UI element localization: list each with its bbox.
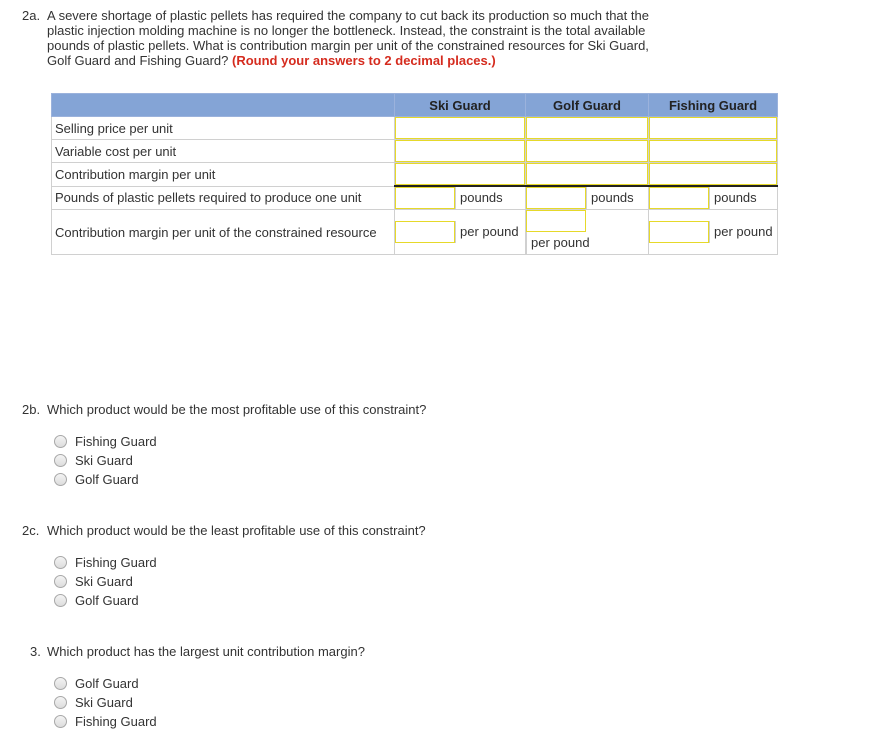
table-row [52, 163, 778, 187]
radio-button[interactable] [54, 715, 67, 728]
radio-option-2c-fishing-guard[interactable] [54, 553, 157, 572]
header-blank-cell [52, 94, 395, 117]
radio-button[interactable] [54, 454, 67, 467]
table-row [52, 186, 778, 210]
fishing-selling-price-input[interactable] [649, 117, 777, 139]
question-text: Which product has the largest unit contribution margin? [47, 644, 365, 659]
cell-golf-cm-per-pound [526, 210, 649, 255]
cell-ski-contribution-margin [395, 163, 526, 187]
fishing-contribution-margin-input[interactable] [649, 163, 777, 185]
cell-golf-variable-cost [526, 140, 649, 163]
question-3 [30, 644, 670, 659]
radio-option-label: Golf Guard [75, 593, 139, 608]
question-body: A severe shortage of plastic pellets has required the company to cut back its production so much that the plastic injection molding machine is no longer the bottleneck. Instead, the constraint is the total available pounds of plastic pellets. What is contribution margin per unit of the constrained resources for Ski Guard, Golf Guard and Fishing Guard? [47, 8, 649, 68]
golf-pounds-input[interactable] [526, 187, 586, 209]
fishing-variable-cost-input[interactable] [649, 140, 777, 162]
radio-button[interactable] [54, 556, 67, 569]
radio-button[interactable] [54, 696, 67, 709]
ski-variable-cost-input[interactable] [395, 140, 525, 162]
question-number: 2c. [22, 523, 40, 538]
table-header-row [52, 94, 778, 117]
unit-label: per pound [455, 221, 519, 243]
question-number: 2a. [22, 8, 41, 23]
table-row [52, 140, 778, 163]
radio-option-3-fishing-guard[interactable] [54, 712, 157, 731]
unit-label: per pound [526, 232, 590, 254]
column-header-ski-guard: Ski Guard [395, 94, 526, 117]
radio-option-label: Ski Guard [75, 695, 133, 710]
row-label-selling-price: Selling price per unit [52, 117, 395, 140]
radio-option-label: Fishing Guard [75, 555, 157, 570]
rounding-instruction: (Round your answers to 2 decimal places.) [232, 53, 496, 68]
cell-fishing-cm-per-pound [649, 210, 778, 255]
cell-ski-cm-per-pound [395, 210, 526, 255]
radio-option-2b-ski-guard[interactable] [54, 451, 157, 470]
question-2c [22, 523, 662, 538]
row-label-pounds-required: Pounds of plastic pellets required to produce one unit [52, 186, 395, 210]
cell-fishing-pounds [649, 186, 778, 210]
radio-option-label: Ski Guard [75, 453, 133, 468]
golf-selling-price-input[interactable] [526, 117, 648, 139]
ski-pounds-input[interactable] [395, 187, 455, 209]
question-2a [22, 8, 662, 68]
unit-label: per pound [709, 221, 773, 243]
radio-option-3-ski-guard[interactable] [54, 693, 157, 712]
row-label-variable-cost: Variable cost per unit [52, 140, 395, 163]
radio-group-3 [54, 674, 157, 731]
radio-option-label: Fishing Guard [75, 714, 157, 729]
radio-option-label: Golf Guard [75, 472, 139, 487]
ski-cm-per-pound-input[interactable] [395, 221, 455, 243]
question-text [47, 8, 662, 68]
unit-label: pounds [586, 187, 634, 209]
radio-option-3-golf-guard[interactable] [54, 674, 157, 693]
radio-group-2c [54, 553, 157, 610]
table-row [52, 210, 778, 255]
cell-golf-selling-price [526, 117, 649, 140]
ski-contribution-margin-input[interactable] [395, 163, 525, 185]
radio-option-2b-golf-guard[interactable] [54, 470, 157, 489]
cell-golf-pounds [526, 186, 649, 210]
radio-button[interactable] [54, 473, 67, 486]
unit-label: pounds [709, 187, 757, 209]
row-label-contribution-margin: Contribution margin per unit [52, 163, 395, 187]
golf-cm-per-pound-input[interactable] [526, 210, 586, 232]
radio-button[interactable] [54, 677, 67, 690]
radio-button[interactable] [54, 594, 67, 607]
radio-group-2b [54, 432, 157, 489]
cell-fishing-variable-cost [649, 140, 778, 163]
cell-ski-pounds [395, 186, 526, 210]
question-number: 2b. [22, 402, 41, 417]
cell-golf-contribution-margin [526, 163, 649, 187]
golf-variable-cost-input[interactable] [526, 140, 648, 162]
radio-option-label: Golf Guard [75, 676, 139, 691]
radio-option-2b-fishing-guard[interactable] [54, 432, 157, 451]
cell-ski-variable-cost [395, 140, 526, 163]
ski-selling-price-input[interactable] [395, 117, 525, 139]
question-text: Which product would be the most profitable use of this constraint? [47, 402, 427, 417]
column-header-golf-guard: Golf Guard [526, 94, 649, 117]
fishing-pounds-input[interactable] [649, 187, 709, 209]
fishing-cm-per-pound-input[interactable] [649, 221, 709, 243]
radio-button[interactable] [54, 435, 67, 448]
cell-fishing-contribution-margin [649, 163, 778, 187]
row-label-cm-per-constrained-resource: Contribution margin per unit of the constrained resource [52, 210, 395, 255]
question-2b [22, 402, 662, 417]
question-text: Which product would be the least profitable use of this constraint? [47, 523, 426, 538]
radio-button[interactable] [54, 575, 67, 588]
column-header-fishing-guard: Fishing Guard [649, 94, 778, 117]
radio-option-label: Ski Guard [75, 574, 133, 589]
cell-fishing-selling-price [649, 117, 778, 140]
contribution-margin-table [51, 93, 778, 255]
radio-option-label: Fishing Guard [75, 434, 157, 449]
cell-ski-selling-price [395, 117, 526, 140]
radio-option-2c-golf-guard[interactable] [54, 591, 157, 610]
unit-label: pounds [455, 187, 503, 209]
table-row [52, 117, 778, 140]
golf-contribution-margin-input[interactable] [526, 163, 648, 185]
radio-option-2c-ski-guard[interactable] [54, 572, 157, 591]
question-number: 3. [30, 644, 41, 659]
